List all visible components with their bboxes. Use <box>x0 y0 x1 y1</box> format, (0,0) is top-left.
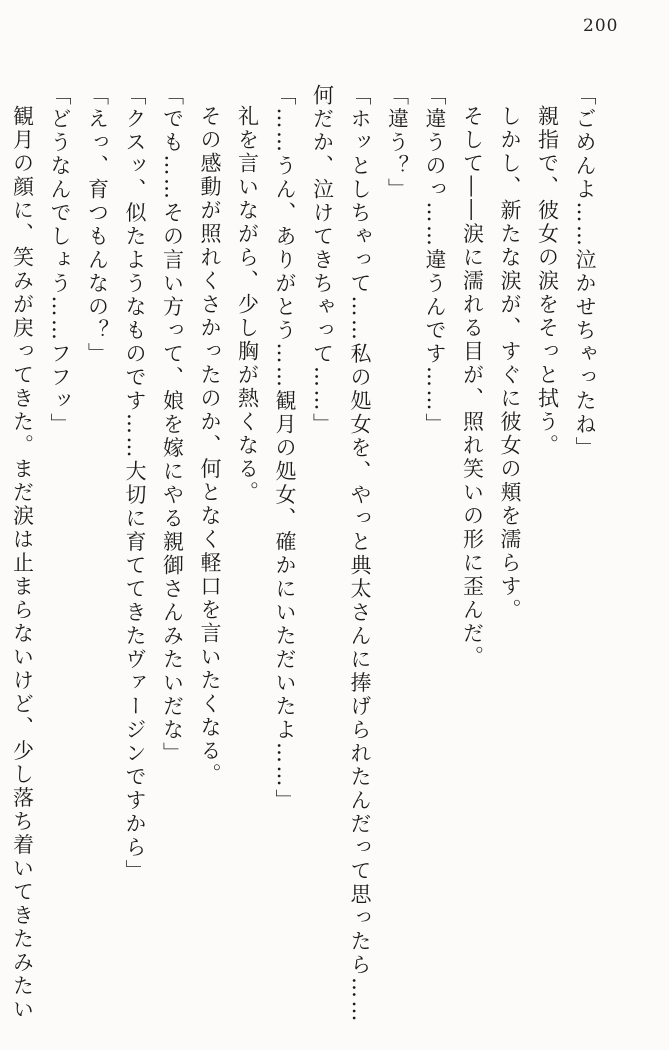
paragraph: そして――涙に濡れる目が、照れ笑いの形に歪んだ。 <box>460 105 485 669</box>
paragraph: 「えっ、育つもんなの？」 <box>85 84 110 366</box>
paragraph: 礼を言いながら、少し胸が熱くなる。 <box>235 105 260 505</box>
paragraph: 親指で、彼女の涙をそっと拭う。 <box>535 105 560 458</box>
paragraph: 「ごめんよ……泣かせちゃったね」 <box>573 84 597 460</box>
paragraph: 「違うのっ……違うんです……」 <box>423 84 447 437</box>
paragraph: 「どうなんでしょう……フフッ」 <box>48 84 72 437</box>
paragraph: 「でも……その言い方って、娘を嫁にやる親御さんみたいだな」 <box>160 84 185 766</box>
paragraph: しかし、新たな涙が、すぐに彼女の頬を濡らす。 <box>498 105 522 622</box>
page-number: 200 <box>583 16 619 36</box>
paragraph: その感動が照れくさかったのか、何となく軽口を言いたくなる。 <box>198 105 222 787</box>
vertical-text-block <box>3 84 603 1036</box>
paragraph: 「……うん、ありがとう……観月の処女、確かにいただいたよ……」 <box>273 84 297 813</box>
paragraph: 「違う？」 <box>385 84 410 202</box>
paragraph: 「ホッとしちゃって……私の処女を、やっと典太さんに捧げられたんだって思ったら……何だか、泣けてきちゃって……」 <box>310 84 372 1024</box>
paragraph: 「クスッ、似たようなものです……大切に育ててきたヴァージンですから」 <box>123 84 147 883</box>
paragraph: 観月の顔に、笑みが戻ってきた。まだ涙は止まらないけど、少し落ち着いてきたみたい <box>10 105 35 1022</box>
